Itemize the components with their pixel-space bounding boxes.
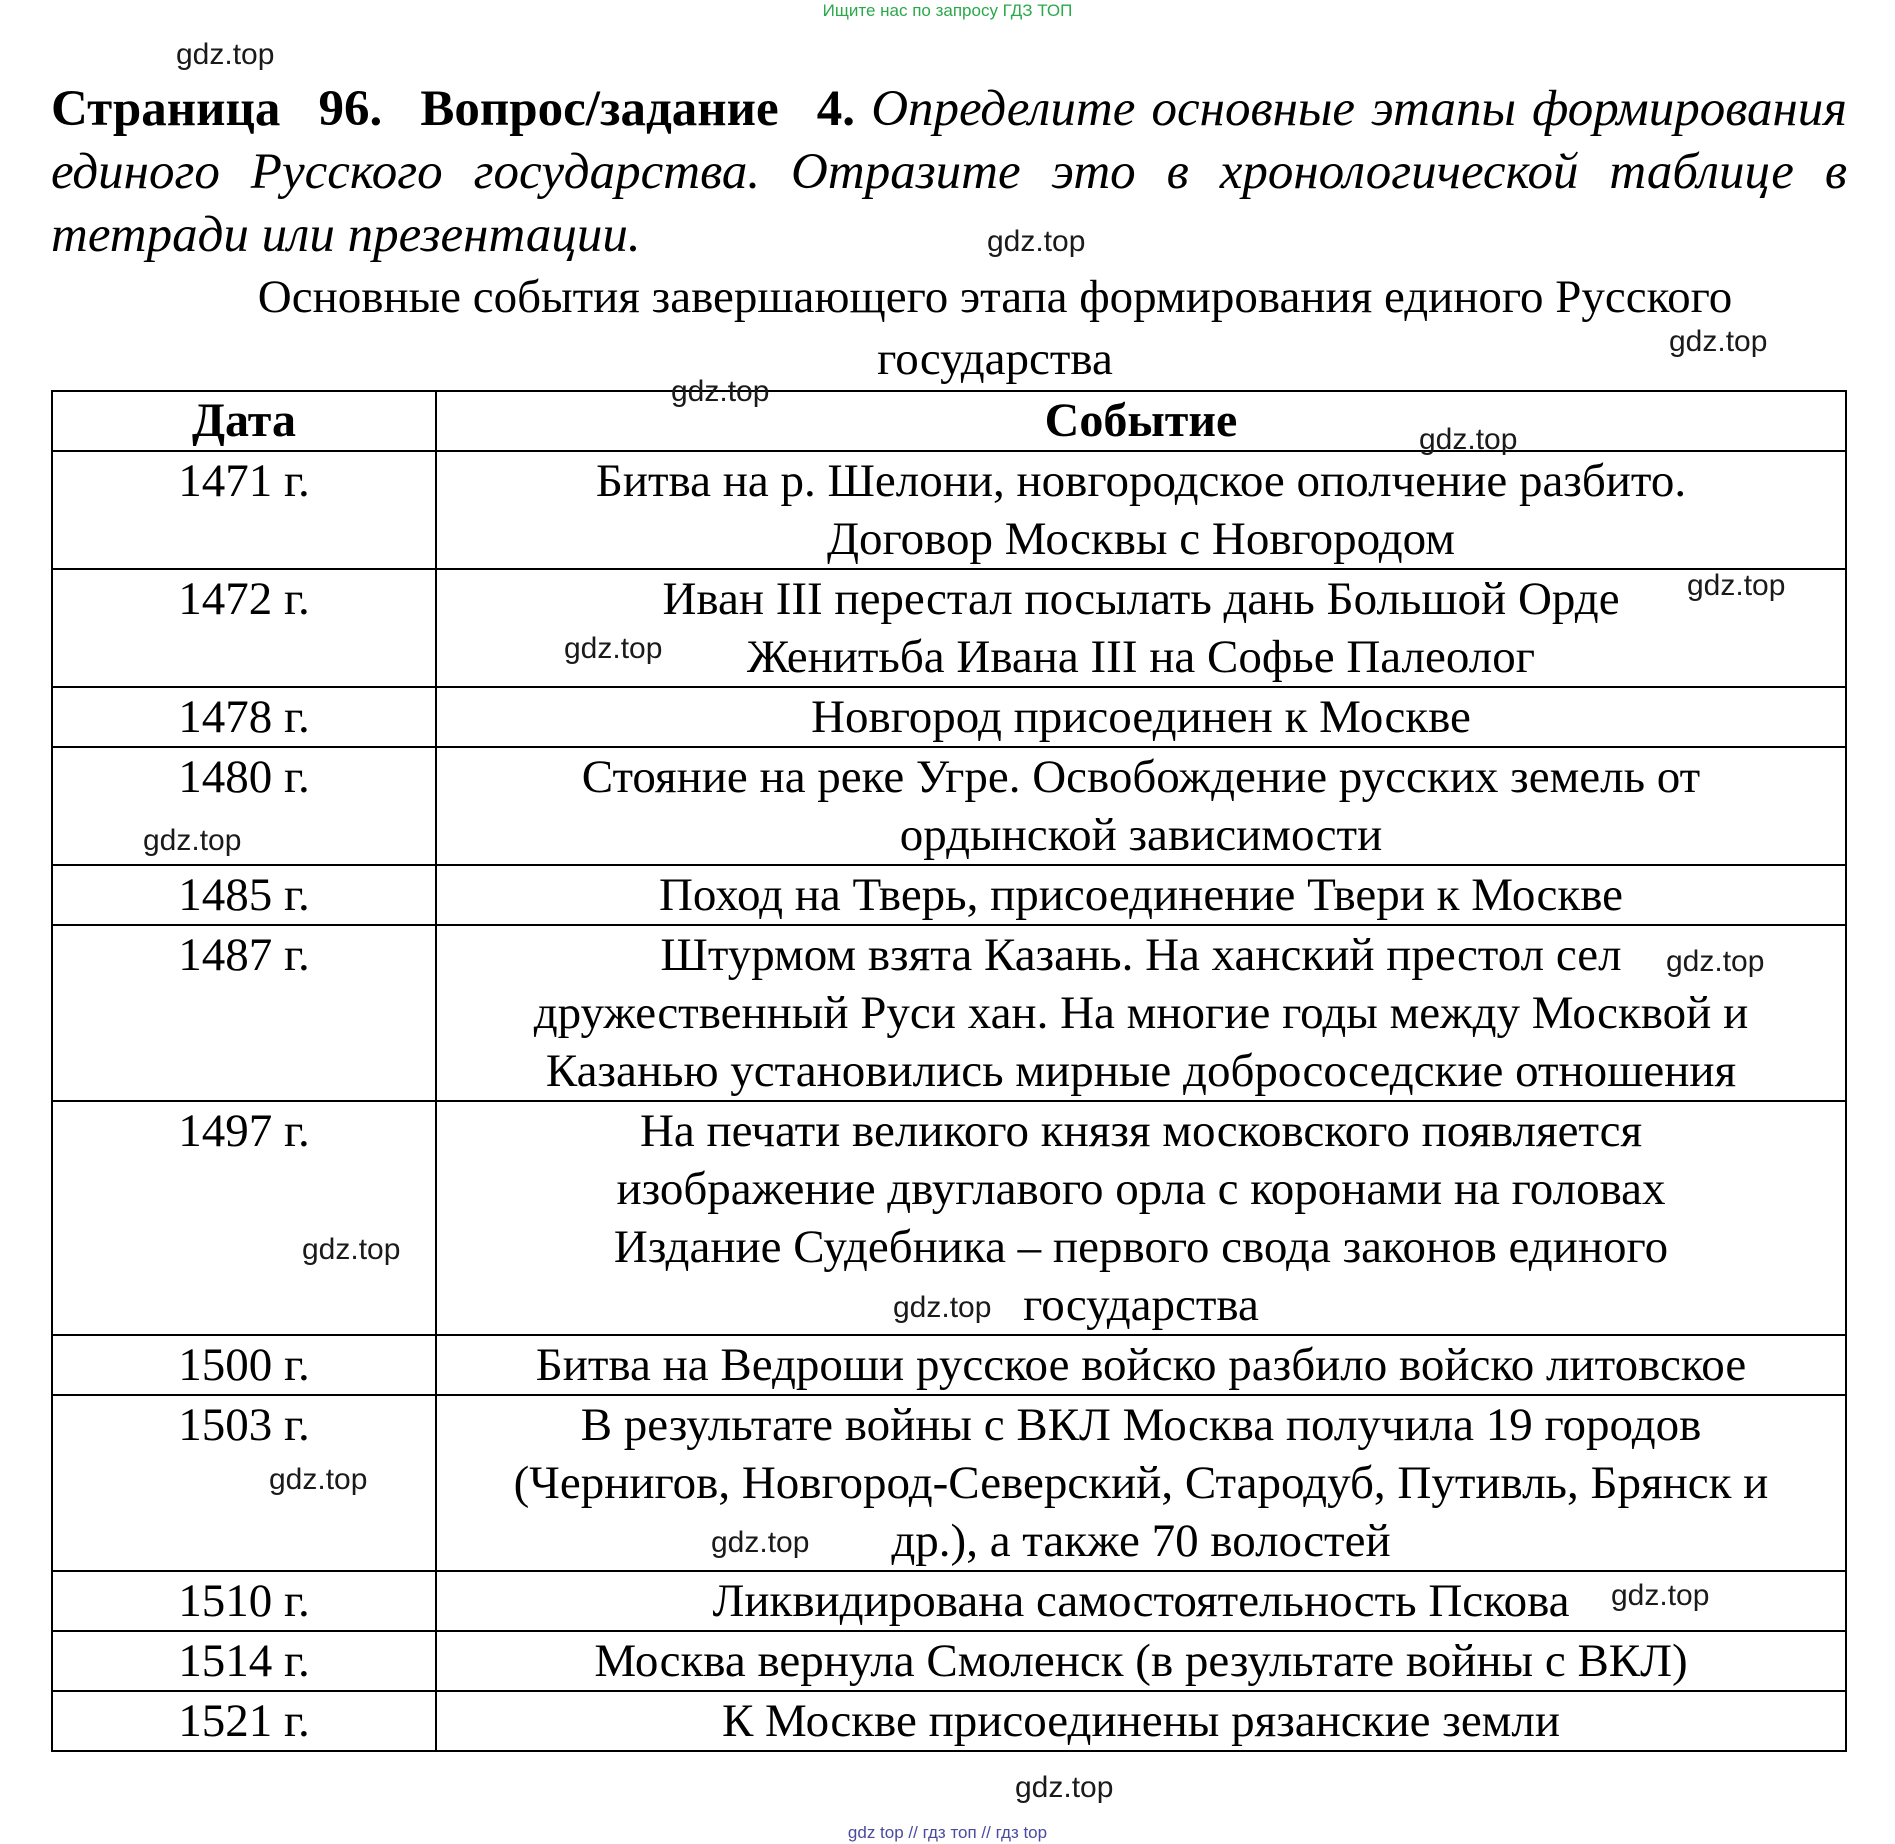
caption-line: государства [877, 333, 1113, 385]
event-date: 1510 г. [52, 1571, 436, 1631]
event-line: государства [1023, 1279, 1259, 1331]
event-line: В результате войны с ВКЛ Москва получила 19 городов [580, 1399, 1702, 1451]
event-description [436, 1335, 1846, 1395]
table-row [52, 865, 1846, 925]
watermark: gdz.top [893, 1291, 992, 1324]
event-line: Поход на Тверь, присоединение Твери к Москве [658, 869, 1623, 921]
event-date: 1478 г. [52, 687, 436, 747]
event-line: Москва вернула Смоленск (в результате войны с ВКЛ) [594, 1635, 1688, 1687]
footer-links[interactable]: gdz top // гдз топ // гдз top [847, 1823, 1048, 1842]
table-row [52, 1631, 1846, 1691]
table-row [52, 569, 1846, 687]
event-description [436, 865, 1846, 925]
watermark: gdz.top [987, 225, 1086, 258]
watermark: gdz.top [711, 1526, 810, 1559]
task-heading [51, 78, 1847, 267]
column-header-event: Событие [436, 391, 1846, 451]
event-line: Новгород присоединен к Москве [811, 691, 1471, 743]
task-text: Определите основные этапы формирования единого Русского государства. Отразите это в хронологической таблице в тетради или презентации. [51, 81, 1847, 263]
event-date: 1471 г. [52, 451, 436, 569]
table-caption [150, 266, 1840, 390]
event-description [436, 687, 1846, 747]
table-row [52, 451, 1846, 569]
table-row [52, 1571, 1846, 1631]
table-row [52, 687, 1846, 747]
event-line: ордынской зависимости [899, 809, 1383, 861]
watermark: gdz.top [1669, 325, 1768, 358]
event-date: 1503 г. [52, 1395, 436, 1571]
event-description [436, 569, 1846, 687]
event-line: Штурмом взята Казань. На ханский престол сел [660, 929, 1622, 981]
event-line: Иван III перестал посылать дань Большой Орде [662, 573, 1620, 625]
table-row [52, 747, 1846, 865]
event-line: Битва на р. Шелони, новгородское ополчение разбито. [595, 455, 1687, 507]
watermark: gdz.top [302, 1233, 401, 1266]
event-date: 1472 г. [52, 569, 436, 687]
event-line: др.), а также 70 волостей [891, 1515, 1391, 1567]
event-date: 1480 г. [52, 747, 436, 865]
watermark: gdz.top [1666, 945, 1765, 978]
table-row [52, 925, 1846, 1101]
events-table [51, 390, 1847, 1752]
event-line: Казанью установились мирные добрососедские отношения [545, 1045, 1737, 1097]
event-date: 1487 г. [52, 925, 436, 1101]
watermark: gdz.top [176, 38, 275, 71]
event-description [436, 1691, 1846, 1751]
event-line: Договор Москвы с Новгородом [826, 513, 1456, 565]
event-description [436, 1631, 1846, 1691]
watermark: gdz.top [564, 632, 663, 665]
caption-line: Основные события завершающего этапа формирования единого Русского [257, 271, 1733, 323]
event-date: 1521 г. [52, 1691, 436, 1751]
event-line: Битва на Ведроши русское войско разбило войско литовское [535, 1339, 1747, 1391]
task-label: Страница 96. Вопрос/задание 4. [51, 81, 856, 137]
event-description [436, 925, 1846, 1101]
event-line: К Москве присоединены рязанские земли [721, 1695, 1561, 1747]
event-line: дружественный Руси хан. На многие годы между Москвой и [533, 987, 1749, 1039]
event-date: 1485 г. [52, 865, 436, 925]
event-description [436, 1395, 1846, 1571]
event-line: Стояние на реке Угре. Освобождение русских земель от [581, 751, 1701, 803]
event-description [436, 1101, 1846, 1335]
event-line: (Чернигов, Новгород-Северский, Стародуб, Путивль, Брянск и [513, 1457, 1769, 1509]
event-line: На печати великого князя московского появляется [639, 1105, 1643, 1157]
watermark: gdz.top [1687, 569, 1786, 602]
column-header-date: Дата [52, 391, 436, 451]
event-date: 1500 г. [52, 1335, 436, 1395]
header-row [52, 391, 1846, 451]
watermark: gdz.top [1611, 1579, 1710, 1612]
watermark: gdz.top [671, 375, 770, 408]
watermark: gdz.top [269, 1463, 368, 1496]
event-description [436, 747, 1846, 865]
event-date: 1514 г. [52, 1631, 436, 1691]
watermark: gdz.top [143, 824, 242, 857]
event-line: Женитьба Ивана III на Софье Палеолог [747, 631, 1535, 683]
table-row [52, 1335, 1846, 1395]
event-date: 1497 г. [52, 1101, 436, 1335]
event-line: Издание Судебника – первого свода законов единого [613, 1221, 1669, 1273]
event-description [436, 451, 1846, 569]
search-banner[interactable]: Ищите нас по запросу ГДЗ ТОП [822, 1, 1073, 20]
watermark: gdz.top [1015, 1771, 1114, 1804]
event-line: изображение двуглавого орла с коронами на головах [616, 1163, 1666, 1215]
event-line: Ликвидирована самостоятельность Пскова [712, 1575, 1570, 1627]
table-row [52, 1691, 1846, 1751]
watermark: gdz.top [1419, 423, 1518, 456]
